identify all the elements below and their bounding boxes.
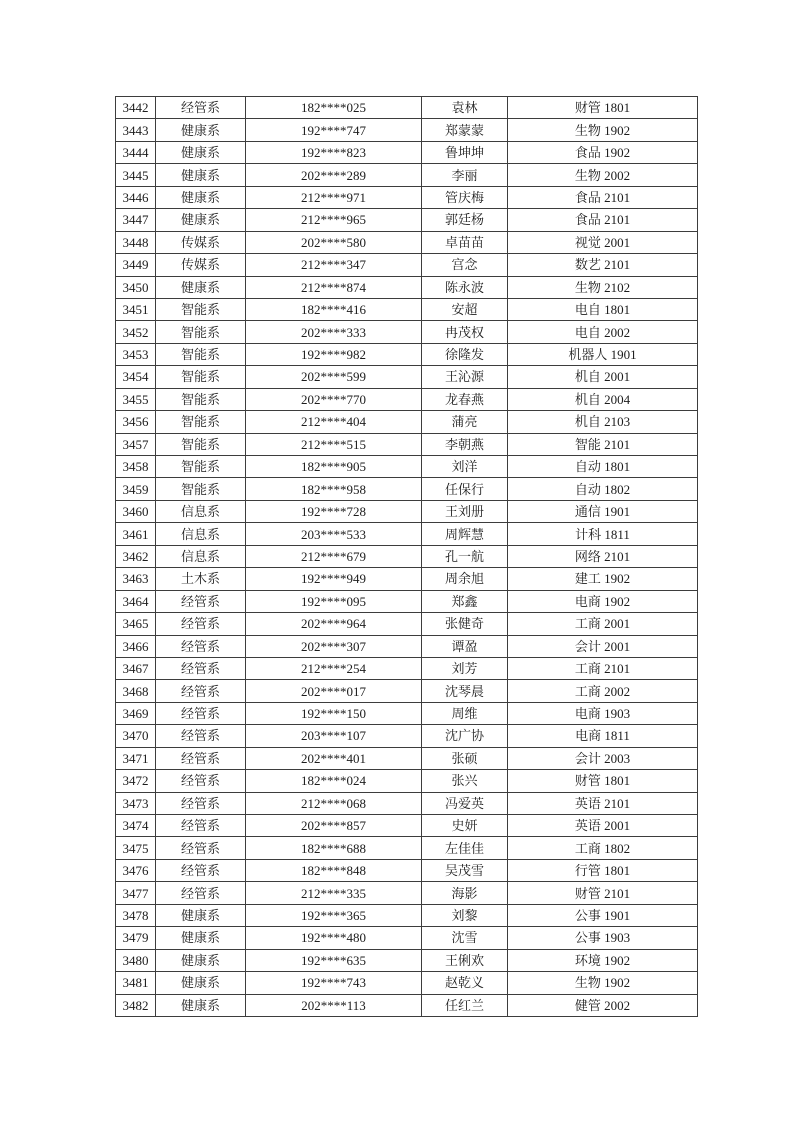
cell-serial: 3474: [116, 815, 156, 837]
cell-class: 生物 2002: [508, 164, 698, 186]
table-row: [116, 433, 698, 455]
cell-serial: 3473: [116, 792, 156, 814]
cell-serial: 3465: [116, 613, 156, 635]
cell-class: 英语 2101: [508, 792, 698, 814]
cell-name: 王俐欢: [422, 949, 508, 971]
cell-name: 冯爱英: [422, 792, 508, 814]
cell-department: 健康系: [156, 276, 246, 298]
cell-name: 左佳佳: [422, 837, 508, 859]
cell-name: 吴茂雪: [422, 859, 508, 881]
cell-name: 沈琴晨: [422, 680, 508, 702]
cell-serial: 3477: [116, 882, 156, 904]
cell-department: 智能系: [156, 478, 246, 500]
cell-phone: 192****949: [246, 568, 422, 590]
table-row: [116, 904, 698, 926]
cell-name: 任红兰: [422, 994, 508, 1016]
cell-name: 郑鑫: [422, 590, 508, 612]
cell-class: 财管 2101: [508, 882, 698, 904]
table-row: [116, 792, 698, 814]
table-row: [116, 321, 698, 343]
cell-phone: 202****307: [246, 635, 422, 657]
cell-class: 智能 2101: [508, 433, 698, 455]
cell-department: 健康系: [156, 927, 246, 949]
cell-serial: 3462: [116, 545, 156, 567]
cell-name: 李朝燕: [422, 433, 508, 455]
cell-department: 信息系: [156, 523, 246, 545]
cell-department: 健康系: [156, 994, 246, 1016]
cell-class: 电商 1902: [508, 590, 698, 612]
cell-phone: 202****580: [246, 231, 422, 253]
table-row: [116, 186, 698, 208]
table-row: [116, 456, 698, 478]
cell-name: 张健奇: [422, 613, 508, 635]
cell-department: 智能系: [156, 366, 246, 388]
cell-class: 电商 1903: [508, 702, 698, 724]
cell-phone: 192****982: [246, 343, 422, 365]
cell-class: 计科 1811: [508, 523, 698, 545]
cell-department: 经管系: [156, 613, 246, 635]
cell-class: 机自 2001: [508, 366, 698, 388]
cell-phone: 192****743: [246, 972, 422, 994]
table-row: [116, 298, 698, 320]
cell-serial: 3446: [116, 186, 156, 208]
cell-name: 赵乾义: [422, 972, 508, 994]
cell-name: 周余旭: [422, 568, 508, 590]
cell-phone: 212****335: [246, 882, 422, 904]
cell-class: 数艺 2101: [508, 254, 698, 276]
cell-serial: 3447: [116, 209, 156, 231]
table-row: [116, 388, 698, 410]
cell-serial: 3476: [116, 859, 156, 881]
cell-class: 生物 2102: [508, 276, 698, 298]
cell-department: 信息系: [156, 545, 246, 567]
cell-class: 建工 1902: [508, 568, 698, 590]
cell-department: 健康系: [156, 119, 246, 141]
cell-class: 财管 1801: [508, 97, 698, 119]
cell-department: 健康系: [156, 949, 246, 971]
cell-class: 电商 1811: [508, 725, 698, 747]
table-row: [116, 635, 698, 657]
cell-serial: 3461: [116, 523, 156, 545]
cell-department: 经管系: [156, 680, 246, 702]
cell-name: 海影: [422, 882, 508, 904]
cell-serial: 3468: [116, 680, 156, 702]
cell-class: 视觉 2001: [508, 231, 698, 253]
cell-serial: 3481: [116, 972, 156, 994]
cell-department: 健康系: [156, 209, 246, 231]
table-row: [116, 859, 698, 881]
cell-serial: 3470: [116, 725, 156, 747]
cell-class: 财管 1801: [508, 770, 698, 792]
cell-phone: 203****533: [246, 523, 422, 545]
table-row: [116, 613, 698, 635]
table-row: [116, 837, 698, 859]
cell-class: 工商 2001: [508, 613, 698, 635]
cell-name: 郭廷杨: [422, 209, 508, 231]
cell-name: 张硕: [422, 747, 508, 769]
cell-serial: 3453: [116, 343, 156, 365]
cell-department: 经管系: [156, 859, 246, 881]
cell-name: 周维: [422, 702, 508, 724]
cell-name: 任保行: [422, 478, 508, 500]
cell-department: 经管系: [156, 702, 246, 724]
cell-class: 食品 2101: [508, 209, 698, 231]
cell-serial: 3472: [116, 770, 156, 792]
cell-phone: 202****401: [246, 747, 422, 769]
cell-department: 智能系: [156, 433, 246, 455]
cell-name: 陈永波: [422, 276, 508, 298]
cell-serial: 3463: [116, 568, 156, 590]
cell-phone: 192****823: [246, 141, 422, 163]
table-row: [116, 119, 698, 141]
table-row: [116, 523, 698, 545]
cell-phone: 192****480: [246, 927, 422, 949]
cell-department: 土木系: [156, 568, 246, 590]
cell-class: 电自 1801: [508, 298, 698, 320]
cell-serial: 3457: [116, 433, 156, 455]
cell-serial: 3464: [116, 590, 156, 612]
cell-phone: 202****599: [246, 366, 422, 388]
cell-phone: 212****679: [246, 545, 422, 567]
cell-phone: 192****150: [246, 702, 422, 724]
cell-name: 郑蒙蒙: [422, 119, 508, 141]
cell-department: 智能系: [156, 388, 246, 410]
cell-class: 英语 2001: [508, 815, 698, 837]
cell-phone: 212****404: [246, 411, 422, 433]
table-row: [116, 276, 698, 298]
cell-phone: 202****113: [246, 994, 422, 1016]
cell-serial: 3448: [116, 231, 156, 253]
cell-class: 自动 1802: [508, 478, 698, 500]
cell-serial: 3454: [116, 366, 156, 388]
table-row: [116, 231, 698, 253]
cell-serial: 3475: [116, 837, 156, 859]
table-row: [116, 657, 698, 679]
student-roster-table: [115, 96, 698, 1017]
cell-class: 公事 1903: [508, 927, 698, 949]
cell-name: 谭盈: [422, 635, 508, 657]
cell-phone: 212****874: [246, 276, 422, 298]
cell-serial: 3467: [116, 657, 156, 679]
table-row: [116, 209, 698, 231]
cell-phone: 182****688: [246, 837, 422, 859]
cell-phone: 202****857: [246, 815, 422, 837]
cell-name: 刘洋: [422, 456, 508, 478]
cell-department: 智能系: [156, 343, 246, 365]
cell-name: 蒲亮: [422, 411, 508, 433]
cell-name: 李丽: [422, 164, 508, 186]
cell-name: 孔一航: [422, 545, 508, 567]
cell-class: 通信 1901: [508, 500, 698, 522]
cell-department: 经管系: [156, 590, 246, 612]
cell-department: 传媒系: [156, 231, 246, 253]
table-row: [116, 411, 698, 433]
cell-class: 工商 2101: [508, 657, 698, 679]
cell-phone: 203****107: [246, 725, 422, 747]
cell-phone: 202****964: [246, 613, 422, 635]
roster-body: [116, 97, 698, 1017]
cell-class: 生物 1902: [508, 972, 698, 994]
cell-serial: 3443: [116, 119, 156, 141]
cell-department: 经管系: [156, 770, 246, 792]
cell-department: 传媒系: [156, 254, 246, 276]
table-row: [116, 500, 698, 522]
cell-class: 公事 1901: [508, 904, 698, 926]
cell-name: 刘黎: [422, 904, 508, 926]
table-row: [116, 747, 698, 769]
cell-serial: 3442: [116, 97, 156, 119]
cell-name: 龙春燕: [422, 388, 508, 410]
cell-name: 王沁源: [422, 366, 508, 388]
cell-phone: 202****333: [246, 321, 422, 343]
cell-department: 健康系: [156, 904, 246, 926]
cell-class: 会计 2003: [508, 747, 698, 769]
cell-name: 管庆梅: [422, 186, 508, 208]
cell-department: 经管系: [156, 747, 246, 769]
cell-name: 史妍: [422, 815, 508, 837]
table-row: [116, 994, 698, 1016]
cell-phone: 212****254: [246, 657, 422, 679]
cell-name: 安超: [422, 298, 508, 320]
cell-serial: 3459: [116, 478, 156, 500]
cell-phone: 202****017: [246, 680, 422, 702]
cell-class: 环境 1902: [508, 949, 698, 971]
table-row: [116, 141, 698, 163]
cell-serial: 3482: [116, 994, 156, 1016]
cell-department: 智能系: [156, 411, 246, 433]
cell-name: 刘芳: [422, 657, 508, 679]
cell-phone: 212****347: [246, 254, 422, 276]
cell-name: 卓苗苗: [422, 231, 508, 253]
cell-department: 健康系: [156, 972, 246, 994]
table-row: [116, 725, 698, 747]
cell-phone: 212****965: [246, 209, 422, 231]
cell-phone: 202****289: [246, 164, 422, 186]
cell-serial: 3458: [116, 456, 156, 478]
cell-class: 行管 1801: [508, 859, 698, 881]
table-row: [116, 815, 698, 837]
table-row: [116, 927, 698, 949]
cell-department: 经管系: [156, 792, 246, 814]
cell-class: 电自 2002: [508, 321, 698, 343]
cell-serial: 3469: [116, 702, 156, 724]
table-row: [116, 568, 698, 590]
cell-department: 信息系: [156, 500, 246, 522]
cell-name: 徐隆发: [422, 343, 508, 365]
cell-department: 经管系: [156, 815, 246, 837]
cell-phone: 192****747: [246, 119, 422, 141]
cell-serial: 3479: [116, 927, 156, 949]
table-row: [116, 545, 698, 567]
cell-serial: 3449: [116, 254, 156, 276]
cell-class: 会计 2001: [508, 635, 698, 657]
table-row: [116, 702, 698, 724]
cell-phone: 212****971: [246, 186, 422, 208]
cell-department: 智能系: [156, 456, 246, 478]
cell-class: 食品 2101: [508, 186, 698, 208]
cell-phone: 182****024: [246, 770, 422, 792]
cell-class: 机自 2103: [508, 411, 698, 433]
cell-phone: 202****770: [246, 388, 422, 410]
cell-serial: 3455: [116, 388, 156, 410]
cell-phone: 192****728: [246, 500, 422, 522]
cell-department: 经管系: [156, 635, 246, 657]
cell-phone: 212****068: [246, 792, 422, 814]
cell-department: 健康系: [156, 186, 246, 208]
cell-serial: 3466: [116, 635, 156, 657]
cell-serial: 3480: [116, 949, 156, 971]
table-row: [116, 590, 698, 612]
cell-department: 智能系: [156, 321, 246, 343]
table-row: [116, 680, 698, 702]
table-row: [116, 366, 698, 388]
cell-serial: 3452: [116, 321, 156, 343]
cell-serial: 3450: [116, 276, 156, 298]
table-row: [116, 972, 698, 994]
table-row: [116, 164, 698, 186]
cell-class: 机自 2004: [508, 388, 698, 410]
table-row: [116, 97, 698, 119]
cell-serial: 3471: [116, 747, 156, 769]
cell-name: 冉茂权: [422, 321, 508, 343]
cell-department: 智能系: [156, 298, 246, 320]
cell-class: 生物 1902: [508, 119, 698, 141]
table-row: [116, 478, 698, 500]
cell-department: 经管系: [156, 725, 246, 747]
cell-department: 经管系: [156, 657, 246, 679]
cell-department: 健康系: [156, 164, 246, 186]
cell-department: 经管系: [156, 97, 246, 119]
cell-serial: 3478: [116, 904, 156, 926]
cell-serial: 3444: [116, 141, 156, 163]
table-row: [116, 949, 698, 971]
cell-phone: 182****958: [246, 478, 422, 500]
cell-department: 经管系: [156, 837, 246, 859]
cell-name: 宫念: [422, 254, 508, 276]
cell-name: 袁林: [422, 97, 508, 119]
cell-class: 机器人 1901: [508, 343, 698, 365]
cell-class: 网络 2101: [508, 545, 698, 567]
cell-phone: 212****515: [246, 433, 422, 455]
cell-class: 工商 2002: [508, 680, 698, 702]
cell-phone: 182****025: [246, 97, 422, 119]
cell-name: 鲁坤坤: [422, 141, 508, 163]
cell-name: 张兴: [422, 770, 508, 792]
cell-class: 自动 1801: [508, 456, 698, 478]
table-row: [116, 343, 698, 365]
cell-phone: 192****095: [246, 590, 422, 612]
table-row: [116, 882, 698, 904]
cell-phone: 182****848: [246, 859, 422, 881]
cell-serial: 3460: [116, 500, 156, 522]
cell-serial: 3456: [116, 411, 156, 433]
table-row: [116, 254, 698, 276]
cell-class: 健管 2002: [508, 994, 698, 1016]
cell-serial: 3445: [116, 164, 156, 186]
cell-phone: 192****635: [246, 949, 422, 971]
cell-phone: 192****365: [246, 904, 422, 926]
cell-department: 健康系: [156, 141, 246, 163]
cell-department: 经管系: [156, 882, 246, 904]
cell-name: 沈雪: [422, 927, 508, 949]
cell-phone: 182****905: [246, 456, 422, 478]
table-row: [116, 770, 698, 792]
cell-class: 工商 1802: [508, 837, 698, 859]
cell-name: 王刘册: [422, 500, 508, 522]
cell-serial: 3451: [116, 298, 156, 320]
cell-class: 食品 1902: [508, 141, 698, 163]
cell-name: 沈广协: [422, 725, 508, 747]
cell-name: 周辉慧: [422, 523, 508, 545]
cell-phone: 182****416: [246, 298, 422, 320]
